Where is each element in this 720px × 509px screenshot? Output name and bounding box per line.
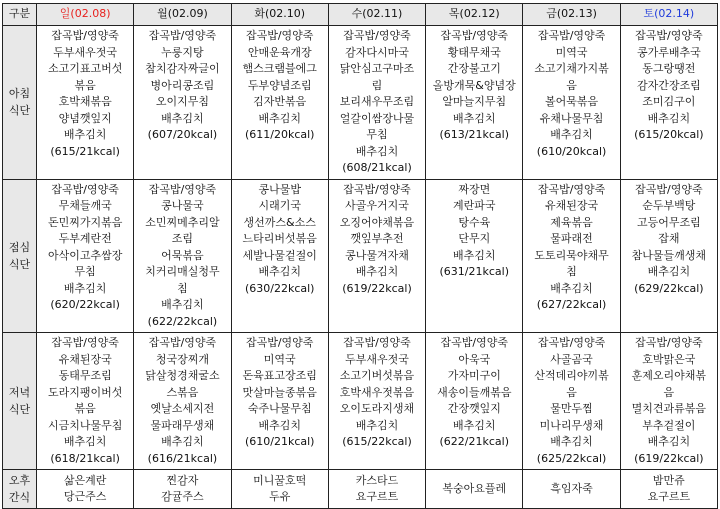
lunch-cell: [426, 179, 523, 333]
menu-item: (608/21kcal): [342, 161, 412, 174]
day-header-mon: 월(02.09): [134, 4, 231, 26]
menu-item: 잡곡밥/영양죽: [635, 182, 703, 196]
day-header-sun: 일(02.08): [37, 4, 134, 26]
menu-item: 아삭이고추쌈장: [47, 248, 123, 262]
menu-item: 호박맑은국: [642, 352, 696, 366]
menu-item: 고등어무조림: [636, 215, 701, 229]
menu-item: 새송이들깨볶음: [437, 385, 512, 399]
dinner-cell: [134, 333, 231, 470]
snack-cell: [426, 470, 523, 509]
menu-item: 잡곡밥/영양죽: [51, 182, 119, 196]
menu-item: 양념깻잎지: [58, 111, 112, 125]
menu-item: 잡곡밥/영양죽: [245, 29, 314, 42]
menu-item: 물만두찜: [550, 402, 593, 415]
menu-item: (627/22kcal): [536, 298, 607, 311]
dinner-cell: [37, 333, 134, 470]
menu-item: 감자간장조림: [636, 78, 701, 92]
menu-item: 배추김치: [258, 111, 301, 125]
menu-item: (619/22kcal): [634, 451, 704, 465]
menu-item: 배추김치: [355, 265, 399, 278]
menu-item: 누룽지탕: [161, 45, 204, 59]
menu-item: 보리새우무조림: [339, 95, 415, 108]
menu-item: 배추김치: [258, 418, 301, 432]
menu-item: 카스타드: [355, 473, 399, 487]
menu-item: 닭살청경채굴소: [145, 369, 220, 382]
menu-item: 복숭아요플레: [442, 481, 507, 495]
menu-item: (615/20kcal): [634, 128, 704, 141]
menu-item: (616/21kcal): [147, 451, 218, 465]
menu-item: 잡곡밥/영양죽: [245, 336, 314, 349]
menu-item: 배추김치: [550, 435, 593, 448]
menu-item: (613/21kcal): [439, 128, 510, 141]
menu-item: 밤만쥬: [652, 473, 685, 487]
menu-item: 침: [566, 265, 577, 278]
menu-item: 훈제오리야채볶: [631, 369, 707, 382]
menu-item: 볼어묵볶음: [544, 95, 599, 108]
menu-item: 미니꿀호떡: [253, 473, 307, 487]
snack-cell: [134, 470, 231, 509]
menu-item: 볶음: [74, 78, 96, 92]
snack-row: [3, 470, 718, 509]
menu-item: 흑임자죽: [550, 481, 593, 495]
lunch-cell: [37, 179, 134, 333]
menu-item: (631/21kcal): [439, 265, 510, 278]
menu-item: 볶음: [74, 402, 96, 415]
day-header-thu: 목(02.12): [426, 4, 523, 26]
menu-item: 잡채: [658, 232, 680, 245]
menu-item: 두부새우젓국: [53, 45, 118, 59]
menu-item: 병아리콩조림: [150, 78, 215, 92]
menu-item: 요구르트: [647, 490, 691, 503]
menu-item: 돈민찌가지볶음: [47, 215, 123, 229]
menu-item: (630/22kcal): [244, 281, 315, 295]
menu-item: 배추김치: [550, 281, 593, 295]
lunch-cell: [134, 179, 231, 333]
menu-item: 감귤주스: [161, 490, 204, 503]
menu-item: 잡곡밥/영양죽: [51, 29, 119, 42]
menu-item: 동태무조림: [58, 369, 112, 382]
menu-item: 배추김치: [550, 128, 593, 141]
menu-item: 미역국: [555, 45, 588, 59]
menu-item: (610/20kcal): [536, 144, 607, 158]
menu-item: 얼갈이쌈장나물: [339, 111, 415, 125]
day-header-tue: 화(02.10): [231, 4, 328, 26]
menu-item: 참치감자짜글이: [145, 62, 220, 75]
menu-item: (610/21kcal): [244, 435, 315, 448]
row-label-line: 저녁: [8, 386, 31, 399]
menu-item: 잡곡밥/영양죽: [343, 336, 411, 349]
menu-item: 잡곡밥/영양죽: [148, 29, 217, 42]
menu-item: 요구르트: [355, 490, 399, 503]
menu-item: 음: [566, 385, 577, 399]
row-label-line: 점심: [8, 240, 31, 254]
dinner-row: [3, 333, 718, 470]
menu-item: 올방개묵&양념장: [432, 78, 516, 92]
menu-item: 배추김치: [258, 265, 301, 278]
row-label-line: 식단: [8, 257, 31, 271]
menu-item: 느타리버섯볶음: [242, 232, 317, 245]
menu-item: 콩나물밥: [258, 182, 301, 196]
menu-item: (622/21kcal): [439, 435, 510, 448]
menu-item: 음: [663, 385, 675, 399]
breakfast-cell: [37, 26, 134, 180]
menu-item: 배추김치: [355, 144, 399, 158]
row-label-line: 오후: [8, 474, 31, 487]
menu-item: (619/22kcal): [342, 281, 412, 295]
menu-item: 콩가루배추국: [636, 45, 701, 59]
menu-item: 무채들깨국: [58, 199, 112, 212]
menu-item: 도라지팽이버섯: [47, 385, 123, 399]
menu-item: 유채된장국: [544, 199, 599, 212]
lunch-cell: [523, 179, 620, 333]
menu-item: 두부양념조림: [247, 78, 312, 92]
menu-item: 햄스크램블에그: [242, 62, 317, 75]
menu-item: 잡곡밥/영양죽: [343, 182, 411, 196]
menu-item: 오이지무침: [155, 95, 209, 108]
menu-item: 부추겉절이: [642, 418, 696, 432]
menu-item: 잡곡밥/영양죽: [440, 336, 508, 349]
menu-item: 황태무채국: [447, 45, 501, 59]
menu-item: 조림: [171, 232, 194, 245]
menu-item: 간장깻잎지: [447, 402, 501, 415]
dinner-cell: [426, 333, 523, 470]
row-label-line: 식단: [8, 104, 31, 118]
breakfast-cell: [328, 26, 425, 180]
menu-item: 무침: [366, 128, 388, 141]
menu-item: 치커리매실청무: [145, 265, 220, 278]
menu-item: 소민찌메추리알: [145, 215, 220, 229]
menu-item: 두유: [269, 490, 291, 503]
menu-item: 오징어야채볶음: [339, 215, 415, 229]
menu-item: 잡곡밥/영양죽: [537, 29, 606, 42]
menu-item: (618/21kcal): [50, 451, 120, 465]
menu-item: 미나리무생채: [539, 418, 604, 432]
menu-item: 잡곡밥/영양죽: [537, 182, 606, 196]
menu-item: 알마늘지무침: [442, 95, 507, 108]
menu-item: 탕수육: [458, 215, 491, 229]
menu-item: 깻잎부추전: [350, 232, 404, 245]
menu-item: 찐감자: [166, 473, 199, 487]
dinner-cell: [620, 333, 717, 470]
menu-item: 어묵볶음: [161, 248, 204, 262]
menu-item: (611/20kcal): [244, 128, 315, 141]
menu-item: 오이도라지생채: [339, 402, 415, 415]
menu-item: 잡곡밥/영양죽: [148, 336, 217, 349]
menu-item: 배추김치: [453, 418, 496, 432]
menu-item: 유채나물무침: [539, 111, 604, 125]
menu-item: 배추김치: [647, 265, 691, 278]
menu-item: 도토리묵야채무: [534, 248, 609, 262]
breakfast-cell: [231, 26, 328, 180]
menu-item: 아욱국: [458, 352, 491, 366]
menu-item: 두부계란전: [58, 232, 112, 245]
snack-cell: [328, 470, 425, 509]
corner-cell: 구분: [3, 4, 37, 26]
day-header-fri: 금(02.13): [523, 4, 620, 26]
row-label-line: 아침: [8, 87, 31, 101]
menu-item: (629/22kcal): [634, 281, 704, 295]
lunch-cell: [328, 179, 425, 333]
menu-item: 간장불고기: [447, 62, 501, 75]
snack-cell: [523, 470, 620, 509]
breakfast-cell: [620, 26, 717, 180]
menu-item: 콩나물국: [161, 199, 204, 212]
menu-item: 단무지: [458, 232, 491, 245]
lunch-cell: [231, 179, 328, 333]
menu-item: (607/20kcal): [147, 128, 218, 141]
lunch-row-label: [3, 179, 37, 333]
dinner-row-label: [3, 333, 37, 470]
menu-item: (615/22kcal): [342, 435, 412, 448]
menu-item: 배추김치: [63, 435, 107, 448]
breakfast-cell: [523, 26, 620, 180]
snack-cell: [620, 470, 717, 509]
menu-item: 가자미구이: [447, 369, 501, 382]
menu-item: 두부새우젓국: [345, 352, 409, 366]
menu-item: 호박채볶음: [58, 95, 112, 108]
menu-item: (615/21kcal): [50, 144, 120, 158]
menu-item: 순두부백탕: [642, 199, 696, 212]
menu-item: 잡곡밥/영양죽: [440, 29, 508, 42]
menu-item: (620/22kcal): [50, 298, 120, 311]
menu-item: 소고기표고버섯: [47, 62, 123, 75]
menu-item: 배추김치: [453, 111, 496, 125]
row-label-line: 식단: [8, 403, 31, 416]
menu-item: 멸치견과류볶음: [631, 402, 707, 415]
menu-item: 잡곡밥/영양죽: [148, 182, 217, 196]
menu-item: 배추김치: [63, 128, 107, 141]
row-label-line: 간식: [8, 491, 31, 504]
breakfast-row: [3, 26, 718, 180]
menu-item: 동그랑땡전: [642, 62, 696, 75]
menu-item: 유채된장국: [58, 352, 112, 366]
menu-item: 림: [371, 78, 383, 92]
menu-item: 배추김치: [63, 281, 107, 295]
menu-item: 당근주스: [63, 490, 107, 503]
menu-item: 잡곡밥/영양죽: [343, 29, 411, 42]
menu-item: 음: [566, 78, 577, 92]
menu-item: 생선까스&소스: [243, 215, 316, 229]
menu-item: 조미김구이: [642, 95, 696, 108]
menu-item: 콩나물겨자채: [345, 248, 409, 262]
breakfast-cell: [426, 26, 523, 180]
header-row: [3, 4, 718, 26]
menu-item: 계란파국: [453, 199, 496, 212]
menu-item: 짜장면: [458, 182, 491, 196]
menu-item: 잡곡밥/영양죽: [537, 336, 606, 349]
menu-item: 호박새우젓볶음: [339, 385, 415, 399]
weekly-meal-plan-table: [2, 3, 718, 509]
menu-item: 삶은계란: [63, 473, 107, 487]
menu-item: 닭안심고구마조: [339, 62, 415, 75]
menu-item: 옛날소세지전: [150, 402, 215, 415]
snack-cell: [37, 470, 134, 509]
lunch-cell: [620, 179, 717, 333]
menu-item: 소고기채가지볶: [534, 62, 609, 75]
menu-item: 소고기버섯볶음: [339, 369, 415, 382]
dinner-cell: [328, 333, 425, 470]
menu-item: 잡곡밥/영양죽: [635, 29, 703, 42]
menu-item: 잡곡밥/영양죽: [635, 336, 703, 349]
menu-item: 제육볶음: [550, 215, 593, 229]
menu-item: 미역국: [263, 352, 296, 366]
dinner-cell: [231, 333, 328, 470]
menu-item: 물파래무생채: [150, 418, 215, 432]
snack-cell: [231, 470, 328, 509]
menu-item: 참나물들깨생채: [631, 248, 707, 262]
menu-item: 사골우거지국: [345, 199, 409, 212]
menu-item: 배추김치: [647, 111, 691, 125]
breakfast-row-label: [3, 26, 37, 180]
menu-item: 배추김치: [161, 435, 204, 448]
menu-item: 배추김치: [161, 111, 204, 125]
breakfast-cell: [134, 26, 231, 180]
menu-item: 청국장찌개: [155, 352, 209, 366]
menu-item: 맛살마늘종볶음: [242, 385, 317, 399]
menu-item: 배추김치: [453, 248, 496, 262]
menu-item: 시금치나물무침: [47, 418, 123, 432]
menu-item: 스볶음: [166, 385, 199, 399]
menu-item: (622/22kcal): [147, 314, 218, 328]
menu-item: 배추김치: [647, 435, 691, 448]
snack-row-label: [3, 470, 37, 509]
menu-item: 물파래전: [550, 232, 593, 245]
menu-item: (625/22kcal): [536, 451, 607, 465]
menu-item: 잡곡밥/영양죽: [51, 336, 119, 349]
lunch-row: [3, 179, 718, 333]
menu-item: 감자다시마국: [345, 45, 409, 59]
day-header-wed: 수(02.11): [328, 4, 425, 26]
menu-item: 안매운육개장: [247, 45, 312, 59]
menu-item: 시래기국: [258, 199, 301, 212]
day-header-sat: 토(02.14): [620, 4, 717, 26]
menu-item: 배추김치: [161, 298, 204, 311]
menu-item: 산적데리야끼볶: [534, 369, 609, 382]
menu-item: 김자반볶음: [253, 95, 307, 108]
menu-item: 세발나물겉절이: [242, 248, 317, 262]
menu-item: 배추김치: [355, 418, 399, 432]
menu-item: 침: [177, 281, 188, 295]
menu-item: 사골곰국: [550, 352, 593, 366]
menu-item: 숙주나물무침: [247, 402, 312, 415]
menu-item: 돈육표고장조림: [242, 369, 317, 382]
dinner-cell: [523, 333, 620, 470]
menu-item: 무침: [74, 265, 96, 278]
